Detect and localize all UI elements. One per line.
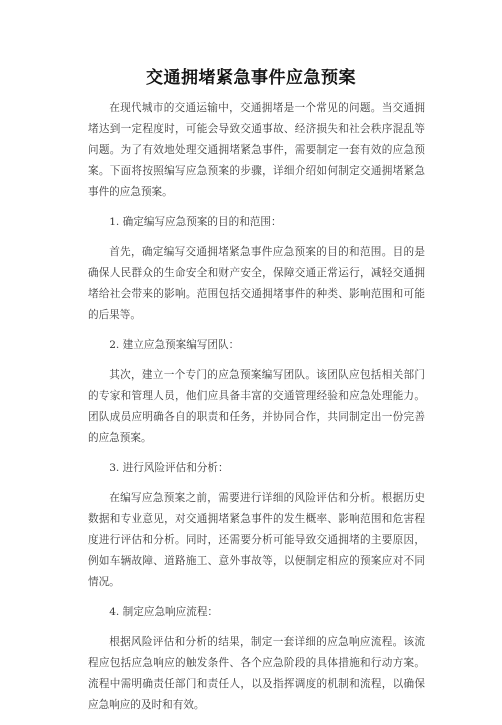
section-3-heading: 3. 进行风险评估和分析： [109, 462, 229, 474]
section-1-heading: 1. 确定编写应急预案的目的和范围： [109, 216, 282, 228]
section-3-paragraph: 在编写应急预案之前，需要进行详细的风险评估和分析。根据历史数据和专业意见，对交通拥堵紧急事件的发生概率、影响范围和危害程度进行评估和分析。同时，还需要分析可能导致交通拥堵的主要原因，例如车辆故障、道路施工、意外事故等，以便制定相应的预案应对不同情况。 [88, 492, 425, 588]
document-title: 交通拥堵紧急事件应急预案 [146, 68, 356, 88]
document-body [88, 98, 425, 725]
section-4-paragraph: 根据风险评估和分析的结果，制定一套详细的应急响应流程。该流程应包括应急响应的触发条件、各个应急阶段的具体措施和行动方案。流程中需明确责任部门和责任人，以及指挥调度的机制和流程，以确保应急响应的及时和有效。 [88, 636, 425, 711]
section-2-paragraph: 其次，建立一个专门的应急预案编写团队。该团队应包括相关部门的专家和管理人员，他们应具备丰富的交通管理经验和应急处理能力。团队成员应明确各自的职责和任务，并协同合作，共同制定出一份完善的应急预案。 [88, 369, 425, 444]
intro-paragraph: 在现代城市的交通运输中，交通拥堵是一个常见的问题。当交通拥堵达到一定程度时，可能会导致交通事故、经济损失和社会秩序混乱等问题。为了有效地处理交通拥堵紧急事件，需要制定一套有效的应急预案。下面将按照编写应急预案的步骤，详细介绍如何制定交通拥堵紧急事件的应急预案。 [88, 102, 425, 198]
section-2-heading: 2. 建立应急预案编写团队： [109, 339, 240, 351]
section-1-paragraph: 首先，确定编写交通拥堵紧急事件应急预案的目的和范围。目的是确保人民群众的生命安全和财产安全，保障交通正常运行，减轻交通拥堵给社会带来的影响。范围包括交通拥堵事件的种类、影响范围和可能的后果等。 [88, 246, 425, 321]
section-4-heading: 4. 制定应急响应流程： [109, 606, 219, 618]
